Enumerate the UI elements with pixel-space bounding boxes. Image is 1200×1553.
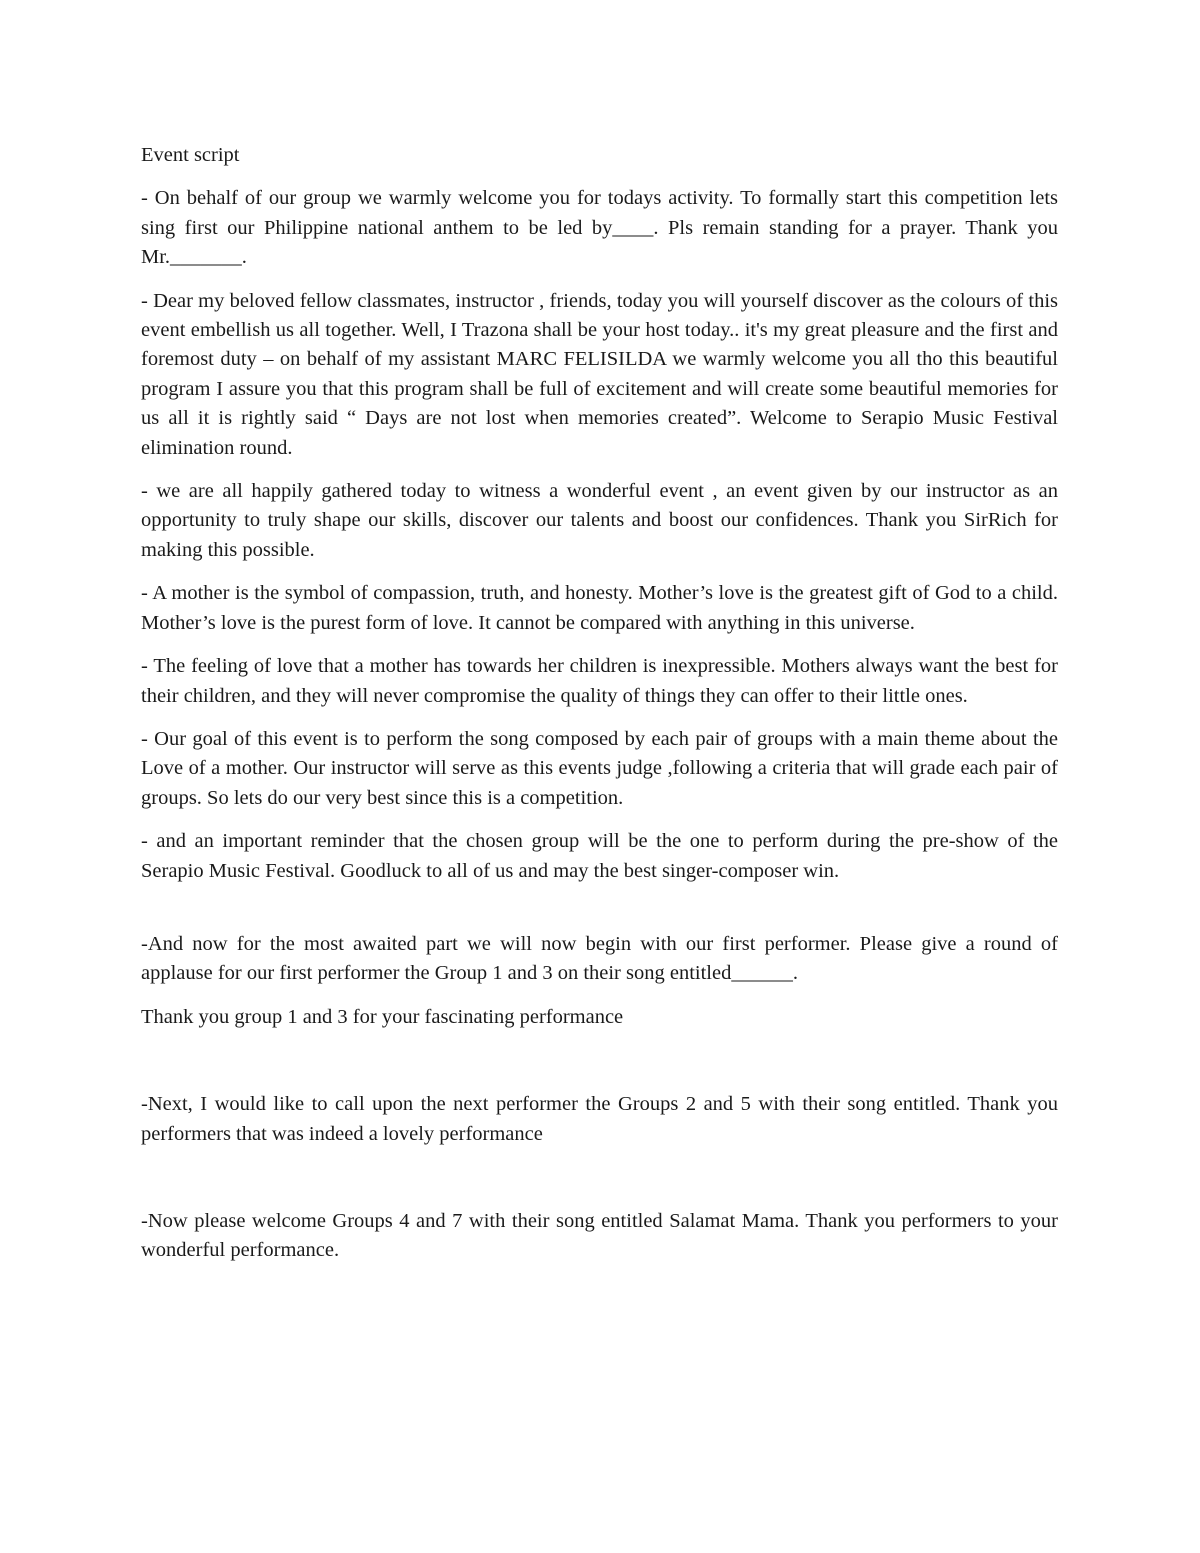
paragraph-mother-love: - The feeling of love that a mother has towards her children is inexpressible. Mothers always want the best for their children, and they will never compromise the quality of things they can offer to their little ones. [141, 655, 1058, 707]
paragraph-reminder: - and an important reminder that the chosen group will be the one to perform during the pre-show of the Serapio Music Festival. Goodluck to all of us and may the best singer-composer win. [141, 830, 1058, 882]
paragraph-next-performer: -Next, I would like to call upon the next performer the Groups 2 and 5 with their song entitled. Thank you performers that was indeed a lovely performance [141, 1093, 1058, 1145]
paragraph-event-goal: - Our goal of this event is to perform the song composed by each pair of groups with a main theme about the Love of a mother. Our instructor will serve as this events judge ,following a criteria that will grade each pair of groups. So lets do our very best since this is a competition. [141, 727, 1058, 809]
paragraph-welcome: - On behalf of our group we warmly welcome you for todays activity. To formally start this competition lets sing first our Philippine national anthem to be led by____. Pls remain standing for a prayer. Thank you Mr._______. [141, 187, 1058, 269]
document-body [141, 141, 1058, 1280]
paragraph-final-performer: -Now please welcome Groups 4 and 7 with their song entitled Salamat Mama. Thank you performers to your wonderful performance. [141, 1209, 1058, 1262]
paragraph-gathered: - we are all happily gathered today to witness a wonderful event , an event given by our instructor as an opportunity to truly shape our skills, discover our talents and boost our confidences. Thank you SirRich for making this possible. [141, 480, 1058, 561]
paragraph-thanks-group-1-3: Thank you group 1 and 3 for your fascinating performance [141, 1005, 624, 1028]
document-title: Event script [141, 144, 240, 166]
paragraph-mother-symbol: - A mother is the symbol of compassion, truth, and honesty. Mother’s love is the greatest gift of God to a child. Mother’s love is the purest form of love. It cannot be compared with anything in this universe. [141, 582, 1058, 634]
paragraph-host-intro: - Dear my beloved fellow classmates, instructor , friends, today you will yourself discover as the colours of this event embellish us all together. Well, I Trazona shall be your host today.. it's my great pleasure and the first and foremost duty – on behalf of my assistant MARC FELISILDA we warmly welcome you all tho this beautiful program I assure you that this program shall be full of excitement and will create some beautiful memories for us all it is rightly said “ Days are not lost when memories created”. Welcome to Serapio Music Festival elimination round. [141, 289, 1058, 459]
paragraph-first-performer: -And now for the most awaited part we will now begin with our first performer. Please give a round of applause for our first performer the Group 1 and 3 on their song entitled______. [141, 932, 1058, 985]
